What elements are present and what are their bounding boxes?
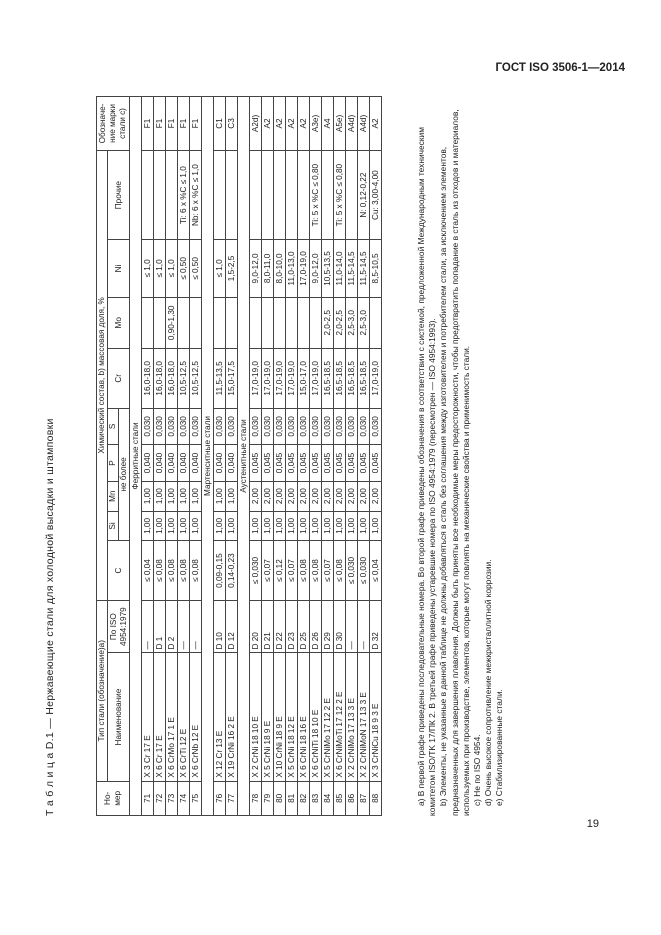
cell-cr: 17,0-19,0 (250, 349, 262, 409)
cell-mo (178, 297, 190, 349)
table-row (214, 97, 226, 816)
cell-c: ≤ 0,08 (154, 541, 166, 601)
cell-mo (214, 297, 226, 349)
cell-ni: 10,5-13,5 (322, 240, 334, 297)
cell-other: Cu: 3,00-4,00 (370, 150, 382, 239)
cell-c: ≤ 0,04 (142, 541, 154, 601)
header-mn: Mn (108, 481, 119, 511)
cell-s: 0,030 (226, 408, 238, 445)
table-row (166, 97, 178, 816)
header-not-more: не более (119, 408, 130, 541)
cell-name: X 2 CrNiMoN 17 13 3 E (358, 653, 370, 781)
cell-mn: 1,00 (214, 481, 226, 511)
cell-ni: 8,5-10,5 (370, 240, 382, 297)
cell-p: 0,040 (226, 445, 238, 482)
cell-other (154, 150, 166, 239)
cell-mark: F1 (154, 97, 166, 151)
cell-name: X 5 CrNi 18 12 E (286, 653, 298, 781)
cell-mn: 2,00 (286, 481, 298, 511)
cell-s: 0,030 (310, 408, 322, 445)
table-body (130, 97, 382, 816)
cell-p: 0,040 (190, 445, 202, 482)
cell-mo (310, 297, 322, 349)
cell-si: 1,00 (310, 511, 322, 541)
cell-cr: 16,5-18,5 (322, 349, 334, 409)
header-steel-type (97, 600, 108, 781)
cell-mark: A2 (262, 97, 274, 151)
header-iso-number: По ISO 4954:1979 (108, 600, 130, 653)
cell-cr: 16,0-18,0 (142, 349, 154, 409)
cell-mark: A4 (322, 97, 334, 151)
cell-mn: 2,00 (346, 481, 358, 511)
table-row (298, 97, 310, 816)
cell-mo (154, 297, 166, 349)
cell-iso: D 21 (262, 600, 274, 653)
cell-si: 1,00 (286, 511, 298, 541)
cell-s: 0,030 (190, 408, 202, 445)
section-title: Ферритные стали (130, 97, 142, 816)
cell-s: 0,030 (166, 408, 178, 445)
cell-si: 1,00 (262, 511, 274, 541)
cell-mn: 2,00 (298, 481, 310, 511)
cell-iso: D 26 (310, 600, 322, 653)
cell-cr: 15,0-17,0 (298, 349, 310, 409)
cell-c: ≤ 0,08 (298, 541, 310, 601)
cell-mark: F1 (166, 97, 178, 151)
cell-other: Ti: 5 х %C ≤ 0,80 (334, 150, 346, 239)
cell-other: Ti: 6 х %C ≤ 1,0 (178, 150, 190, 239)
cell-cr: 16,5-18,5 (358, 349, 370, 409)
cell-mark: A3e) (310, 97, 322, 151)
cell-si: 1,00 (226, 511, 238, 541)
cell-iso: D 10 (214, 600, 226, 653)
cell-ni: 17,0-19,0 (298, 240, 310, 297)
cell-iso: D 20 (250, 600, 262, 653)
cell-name: X 19 CrNi 16 2 E (226, 653, 238, 781)
header-chemical-composition: Химический состав, b) массовая доля, % (97, 150, 108, 600)
cell-mark: A2 (370, 97, 382, 151)
cell-cr: 17,0-19,0 (286, 349, 298, 409)
cell-mark: F1 (142, 97, 154, 151)
cell-mark: A5e) (334, 97, 346, 151)
cell-p: 0,045 (370, 445, 382, 482)
cell-mn: 2,00 (370, 481, 382, 511)
cell-num: 74 (178, 781, 190, 815)
cell-mark: A4d) (346, 97, 358, 151)
cell-c: 0,09-0,15 (214, 541, 226, 601)
header-si: Si (108, 511, 119, 541)
cell-si: 1,00 (142, 511, 154, 541)
cell-mn: 2,00 (274, 481, 286, 511)
cell-name: X 6 CrNiMoTi 17 12 2 E (334, 653, 346, 781)
cell-mark: A2 (298, 97, 310, 151)
cell-c: ≤ 0,030 (250, 541, 262, 601)
cell-mark: A2d) (250, 97, 262, 151)
cell-num: 80 (274, 781, 286, 815)
cell-mn: 2,00 (250, 481, 262, 511)
cell-mark: F1 (190, 97, 202, 151)
cell-c: ≤ 0,12 (274, 541, 286, 601)
table-row (154, 97, 166, 816)
cell-mo (298, 297, 310, 349)
cell-mo: 2,0-2,5 (322, 297, 334, 349)
table-row (346, 97, 358, 816)
table-notes (416, 96, 506, 816)
cell-cr: 16,0-18,0 (154, 349, 166, 409)
cell-mn: 2,00 (358, 481, 370, 511)
cell-other (166, 150, 178, 239)
cell-iso: D 23 (286, 600, 298, 653)
cell-num: 81 (286, 781, 298, 815)
cell-s: 0,030 (370, 408, 382, 445)
cell-num: 76 (214, 781, 226, 815)
cell-num: 79 (262, 781, 274, 815)
cell-mn: 1,00 (142, 481, 154, 511)
cell-other (214, 150, 226, 239)
cell-si: 1,00 (214, 511, 226, 541)
cell-name: X 6 CrNb 12 E (190, 653, 202, 781)
cell-p: 0,045 (262, 445, 274, 482)
cell-p: 0,045 (334, 445, 346, 482)
cell-name: X 6 CrNi 18 16 E (298, 653, 310, 781)
cell-mo (226, 297, 238, 349)
cell-p: 0,045 (250, 445, 262, 482)
cell-s: 0,030 (274, 408, 286, 445)
cell-p: 0,045 (358, 445, 370, 482)
header-s: S (108, 408, 119, 445)
cell-name: X 6 CrNiTi 18 10 E (310, 653, 322, 781)
header-c: C (108, 541, 130, 601)
footnote: b) Элементы, не указанные в данной таблице не должны добавляться в сталь без соглашения между изготовителем и потребителем стали, за исключением элементов, предназначенных для завершения плавления. Должны быть приняты все необходимые меры предосторожности, чтобы предотвратить попадание в сталь из отходов и материалов, используемых при производстве, элементов, которые могут повлиять на механические свойства и применимость стали. (438, 109, 471, 816)
cell-c: ≤ 0,08 (166, 541, 178, 601)
cell-mn: 2,00 (262, 481, 274, 511)
cell-s: 0,030 (346, 408, 358, 445)
cell-mn: 1,00 (178, 481, 190, 511)
cell-p: 0,040 (154, 445, 166, 482)
cell-ni: ≤ 1,0 (142, 240, 154, 297)
header-p: P (108, 445, 119, 482)
cell-other (322, 150, 334, 239)
cell-c: ≤ 0,030 (346, 541, 358, 601)
cell-c: 0,14-0,23 (226, 541, 238, 601)
cell-s: 0,030 (214, 408, 226, 445)
cell-num: 88 (370, 781, 382, 815)
cell-ni: ≤ 1,0 (214, 240, 226, 297)
cell-s: 0,030 (178, 408, 190, 445)
cell-mo (190, 297, 202, 349)
cell-c: ≤ 0,04 (370, 541, 382, 601)
cell-s: 0,030 (154, 408, 166, 445)
table-row (334, 97, 346, 816)
table-caption: Т а б л и ц а D.1 — Нержавеющие стали для холодной высадки и штамповки (44, 418, 56, 816)
cell-name: X 3 CrNiCu 18 9 3 E (370, 653, 382, 781)
cell-name: X 6 Cr 17 E (154, 653, 166, 781)
cell-si: 1,00 (190, 511, 202, 541)
cell-cr: 17,0-19,0 (274, 349, 286, 409)
cell-num: 83 (310, 781, 322, 815)
table-row (358, 97, 370, 816)
cell-num: 87 (358, 781, 370, 815)
cell-ni: 11,0-13,0 (286, 240, 298, 297)
cell-num: 82 (298, 781, 310, 815)
cell-ni: 8,0-10,0 (274, 240, 286, 297)
cell-mn: 2,00 (322, 481, 334, 511)
cell-iso: — (346, 600, 358, 653)
cell-ni: ≤ 0,50 (190, 240, 202, 297)
cell-si: 1,00 (178, 511, 190, 541)
cell-iso: — (142, 600, 154, 653)
cell-cr: 17,0-19,0 (262, 349, 274, 409)
cell-p: 0,045 (322, 445, 334, 482)
cell-name: X 2 CrNi 18 10 E (250, 653, 262, 781)
footnote: a) В первой графе приведены последовательные номера. Во второй графе приведены обозначения в соответствии с системой, предложенной Международным техническим комитетом ISO/TK 17/ПК 2. В третьей графе приведены устаревшие номера по ISO 4954:1979 (пересмотрен — ISO 4954:1993). (416, 127, 438, 816)
table-row (226, 97, 238, 816)
cell-p: 0,045 (298, 445, 310, 482)
cell-other (346, 150, 358, 239)
cell-p: 0,040 (166, 445, 178, 482)
cell-mo: 2,5-3,0 (358, 297, 370, 349)
cell-iso: D 1 (154, 600, 166, 653)
cell-mo (274, 297, 286, 349)
cell-p: 0,045 (274, 445, 286, 482)
cell-s: 0,030 (322, 408, 334, 445)
cell-ni: 11,0-14,0 (334, 240, 346, 297)
cell-name: X 5 CrNiMo 17 12 2 E (322, 653, 334, 781)
cell-c: ≤ 0,07 (262, 541, 274, 601)
cell-num: 71 (142, 781, 154, 815)
cell-p: 0,045 (346, 445, 358, 482)
cell-num: 86 (346, 781, 358, 815)
cell-other (250, 150, 262, 239)
cell-ni: ≤ 1,0 (166, 240, 178, 297)
footnote: d) Очень высокое сопротивление межкристаллитной коррозии. (483, 559, 494, 806)
cell-mo: 0,90-1,30 (166, 297, 178, 349)
cell-cr: 11,5-13,5 (214, 349, 226, 409)
cell-num: 72 (154, 781, 166, 815)
cell-cr: 16,5-18,5 (346, 349, 358, 409)
cell-mn: 1,00 (154, 481, 166, 511)
table-row (274, 97, 286, 816)
cell-ni: 9,0-12,0 (250, 240, 262, 297)
cell-other (298, 150, 310, 239)
header-ni: Ni (108, 240, 130, 297)
cell-mn: 1,00 (226, 481, 238, 511)
cell-iso: — (190, 600, 202, 653)
cell-mark: A2 (274, 97, 286, 151)
table-row (142, 97, 154, 816)
cell-num: 77 (226, 781, 238, 815)
cell-c: ≤ 0,07 (322, 541, 334, 601)
cell-name: X 6 CrMo 17 1 E (166, 653, 178, 781)
cell-other (262, 150, 274, 239)
footnote: e) Стабилизированные стали. (494, 689, 505, 806)
cell-c: ≤ 0,08 (190, 541, 202, 601)
cell-iso: D 12 (226, 600, 238, 653)
cell-cr: 17,0-19,0 (310, 349, 322, 409)
cell-s: 0,030 (142, 408, 154, 445)
cell-name: X 6 CrTi 12 E (178, 653, 190, 781)
cell-s: 0,030 (334, 408, 346, 445)
cell-p: 0,040 (214, 445, 226, 482)
cell-ni: 1,5-2,5 (226, 240, 238, 297)
cell-num: 85 (334, 781, 346, 815)
page-number: 19 (586, 818, 599, 830)
cell-si: 1,00 (250, 511, 262, 541)
cell-other (226, 150, 238, 239)
cell-s: 0,030 (298, 408, 310, 445)
cell-iso: D 2 (166, 600, 178, 653)
cell-iso: D 25 (298, 600, 310, 653)
cell-ni: ≤ 1,0 (154, 240, 166, 297)
cell-mo: 2,5-3,0 (346, 297, 358, 349)
cell-p: 0,040 (178, 445, 190, 482)
rotated-page-content (44, 96, 564, 816)
cell-num: 75 (190, 781, 202, 815)
cell-c: ≤ 0,030 (358, 541, 370, 601)
cell-cr: 15,0-17,5 (226, 349, 238, 409)
table-row (250, 97, 262, 816)
cell-other (142, 150, 154, 239)
header-other: Прочие (108, 150, 130, 239)
cell-cr: 17,0-19,0 (370, 349, 382, 409)
cell-si: 1,00 (370, 511, 382, 541)
cell-num: 73 (166, 781, 178, 815)
cell-ni: ≤ 0,50 (178, 240, 190, 297)
cell-other: Nb: 6 х %C ≤ 1,0 (190, 150, 202, 239)
cell-cr: 16,5-18,5 (334, 349, 346, 409)
cell-cr: 16,0-18,0 (166, 349, 178, 409)
cell-si: 1,00 (154, 511, 166, 541)
header-name: Наименование (108, 653, 130, 781)
cell-si: 1,00 (346, 511, 358, 541)
cell-mo (370, 297, 382, 349)
cell-iso: — (178, 600, 190, 653)
cell-other (286, 150, 298, 239)
cell-iso: D 32 (370, 600, 382, 653)
cell-ni: 9,0-12,0 (310, 240, 322, 297)
cell-mark: F1 (178, 97, 190, 151)
cell-mo (142, 297, 154, 349)
header-number: Но-мер (97, 781, 130, 815)
table-row (370, 97, 382, 816)
cell-p: 0,045 (310, 445, 322, 482)
cell-si: 1,00 (166, 511, 178, 541)
section-title: Аустенитные стали (238, 97, 250, 816)
cell-si: 1,00 (298, 511, 310, 541)
cell-cr: 10,5-12,5 (178, 349, 190, 409)
table-row (286, 97, 298, 816)
cell-mark: A4d) (358, 97, 370, 151)
table-row (190, 97, 202, 816)
cell-mn: 1,00 (190, 481, 202, 511)
cell-c: ≤ 0,08 (178, 541, 190, 601)
cell-c: ≤ 0,08 (310, 541, 322, 601)
cell-iso: D 29 (322, 600, 334, 653)
cell-si: 1,00 (334, 511, 346, 541)
cell-mo (262, 297, 274, 349)
header-steel-type-text: Тип стали (обозначение)a) (97, 640, 106, 742)
cell-si: 1,00 (322, 511, 334, 541)
cell-ni: 11,5-14,5 (358, 240, 370, 297)
cell-other: N: 0,12-0,22 (358, 150, 370, 239)
cell-p: 0,045 (286, 445, 298, 482)
cell-si: 1,00 (358, 511, 370, 541)
cell-iso: — (358, 600, 370, 653)
cell-mn: 2,00 (310, 481, 322, 511)
cell-s: 0,030 (358, 408, 370, 445)
cell-si: 1,00 (274, 511, 286, 541)
cell-mn: 1,00 (166, 481, 178, 511)
cell-name: X 2 CrNiMo 17 13 3 E (346, 653, 358, 781)
header-cr: Cr (108, 349, 130, 409)
cell-iso: D 22 (274, 600, 286, 653)
cell-mark: C3 (226, 97, 238, 151)
cell-ni: 8,0-11,0 (262, 240, 274, 297)
cell-other (274, 150, 286, 239)
cell-name: X 12 Cr 13 E (214, 653, 226, 781)
table-row (310, 97, 322, 816)
cell-mo (250, 297, 262, 349)
cell-mark: C1 (214, 97, 226, 151)
cell-cr: 10,5-12,5 (190, 349, 202, 409)
footnote: c) Не по ISO 4954. (472, 734, 483, 806)
cell-mo (286, 297, 298, 349)
cell-mo: 2,0-2,5 (334, 297, 346, 349)
section-title: Мартенситные стали (202, 97, 214, 816)
cell-name: X 5 CrNi 18 9 E (262, 653, 274, 781)
table-row (178, 97, 190, 816)
standard-header: ГОСТ ISO 3506-1—2014 (495, 62, 625, 74)
cell-s: 0,030 (250, 408, 262, 445)
cell-s: 0,030 (262, 408, 274, 445)
steel-table (96, 96, 382, 816)
cell-iso: D 30 (334, 600, 346, 653)
cell-name: X 10 CrNi 18 9 E (274, 653, 286, 781)
cell-ni: 11,5-14,5 (346, 240, 358, 297)
table-row (322, 97, 334, 816)
cell-num: 84 (322, 781, 334, 815)
header-mark: Обозначе-ние марки стали c) (97, 97, 130, 151)
cell-mn: 2,00 (334, 481, 346, 511)
table-row (262, 97, 274, 816)
cell-mark: A2 (286, 97, 298, 151)
cell-c: ≤ 0,08 (334, 541, 346, 601)
cell-name: X 3 Cr 17 E (142, 653, 154, 781)
cell-num: 78 (250, 781, 262, 815)
cell-c: ≤ 0,07 (286, 541, 298, 601)
header-mo: Mo (108, 297, 130, 349)
cell-other: Ti: 5 х %C ≤ 0,80 (310, 150, 322, 239)
cell-p: 0,040 (142, 445, 154, 482)
cell-s: 0,030 (286, 408, 298, 445)
